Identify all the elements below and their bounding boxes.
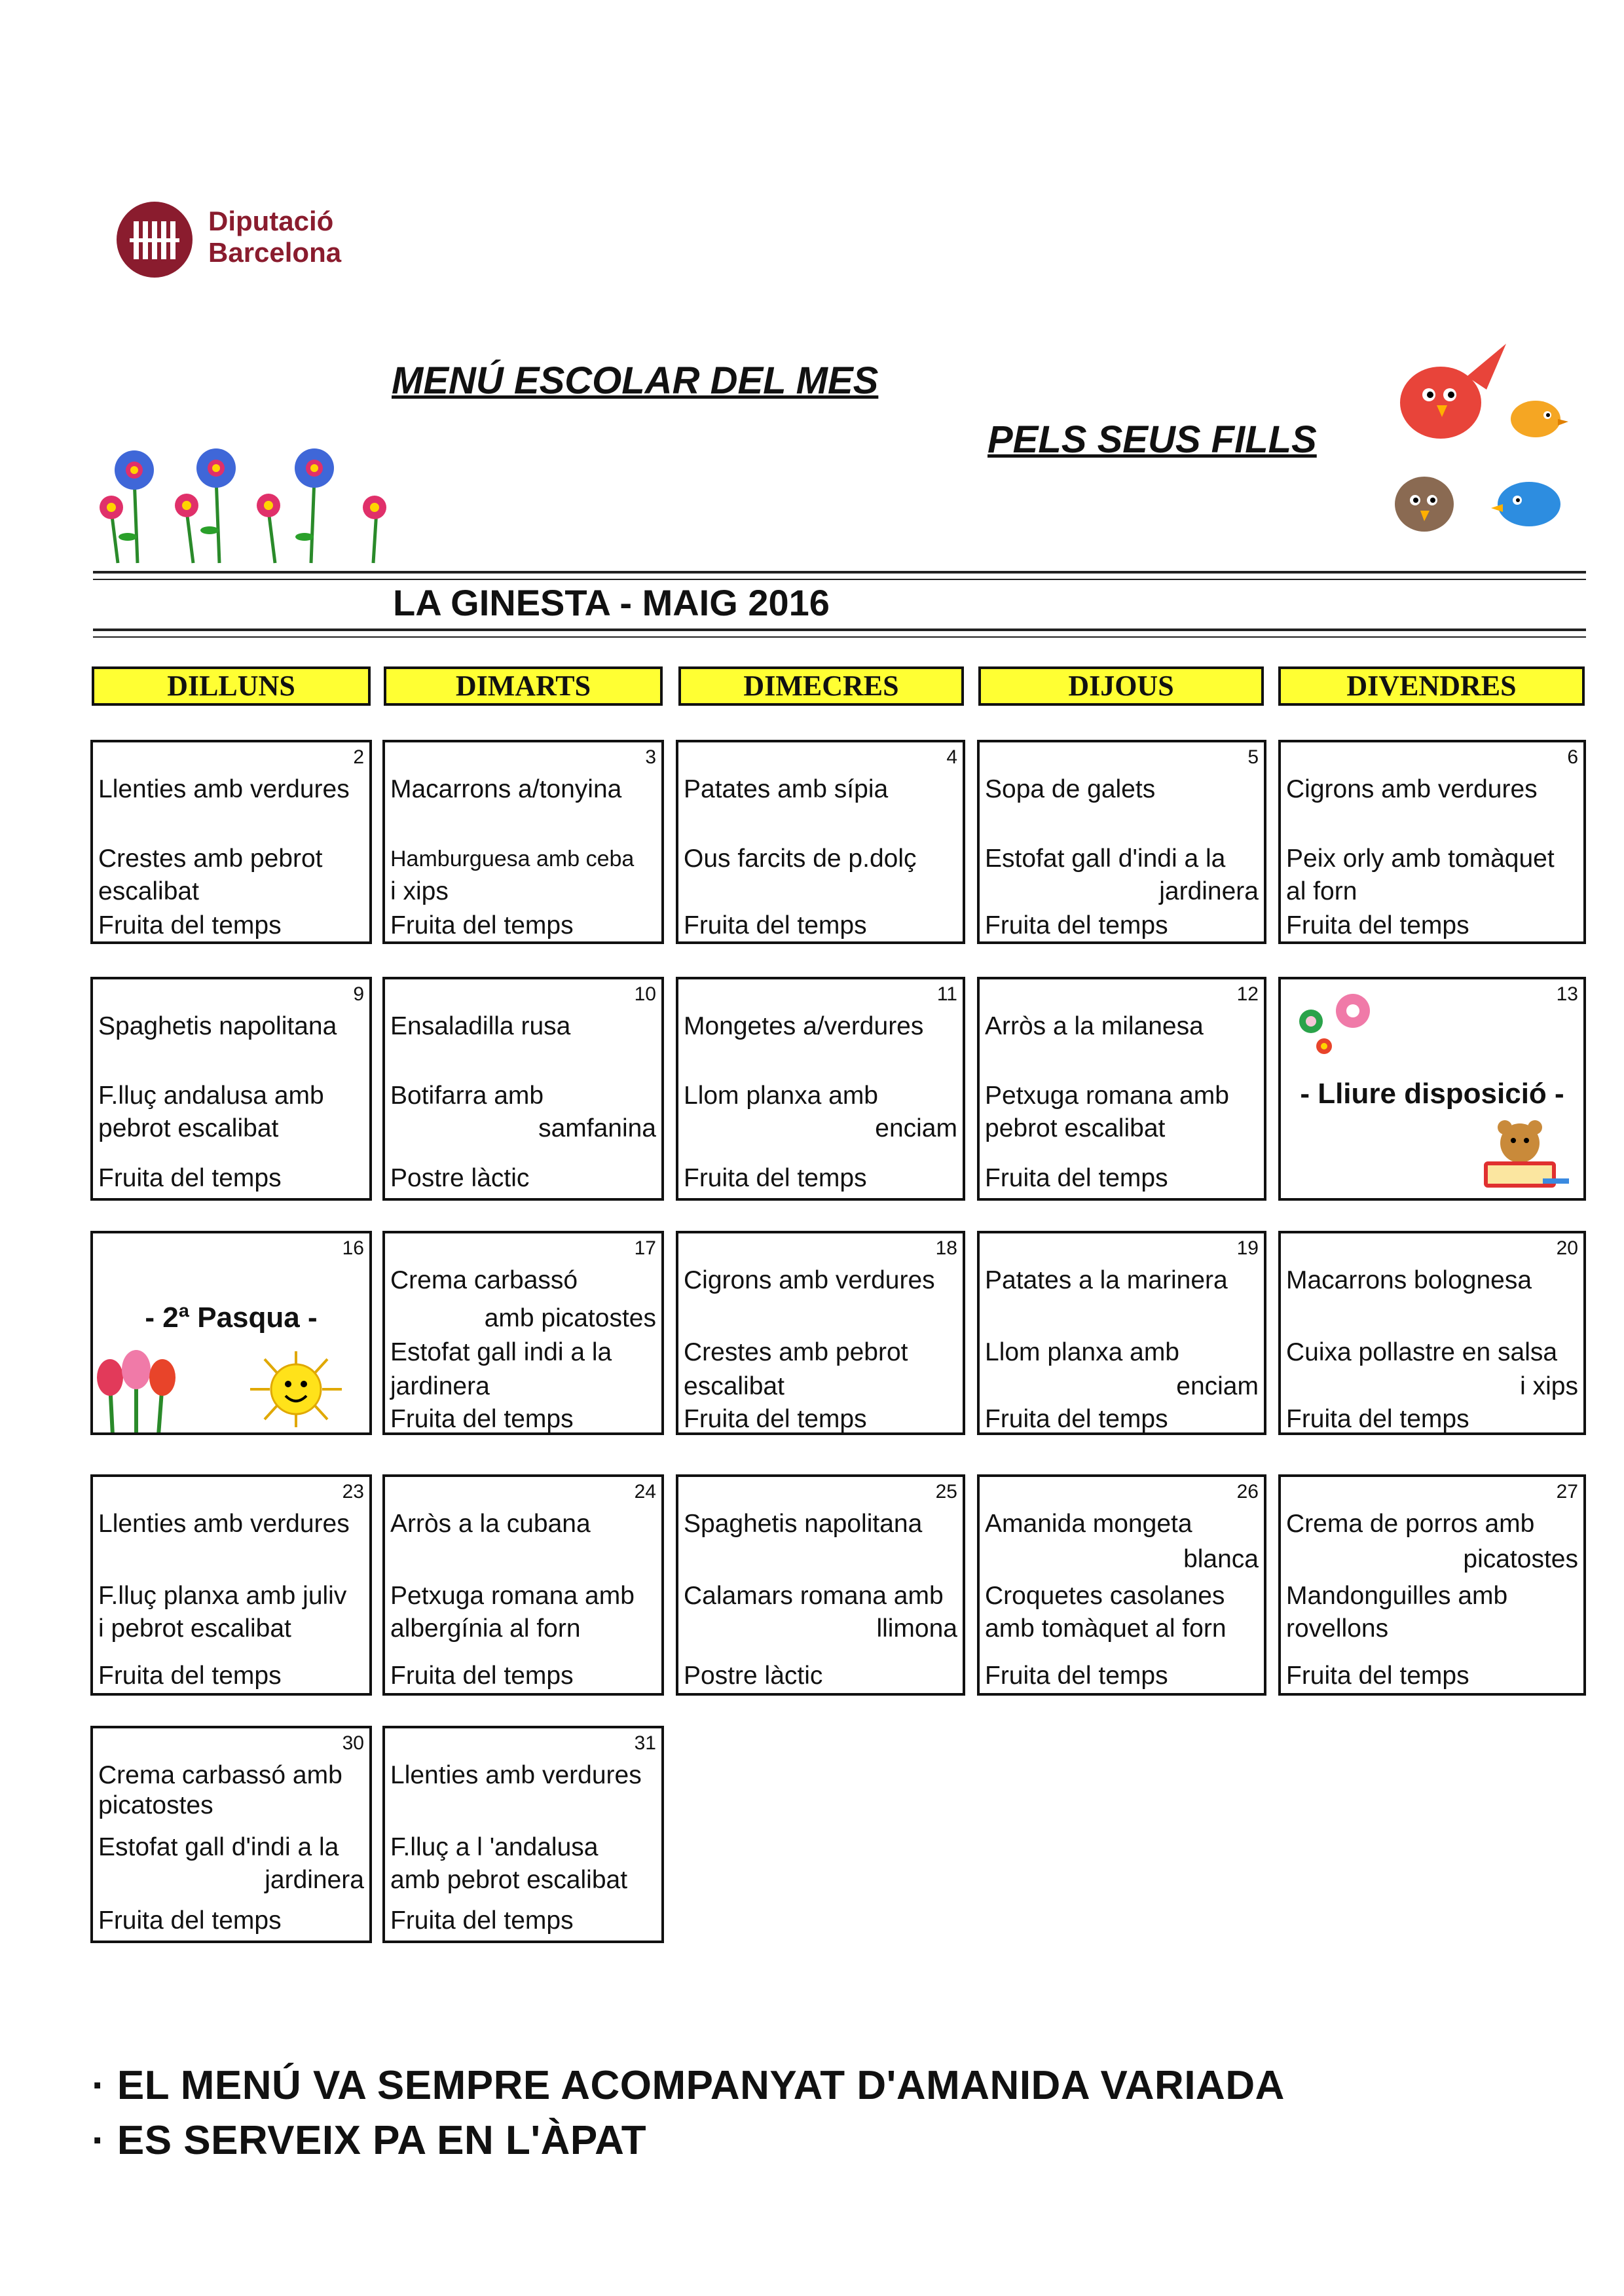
first-course: Cigrons amb verdures bbox=[684, 1266, 935, 1294]
day-number: 2 bbox=[353, 746, 364, 768]
day-number: 19 bbox=[1236, 1237, 1259, 1259]
dessert: Fruita del temps bbox=[684, 911, 867, 939]
first-course: Ensaladilla rusa bbox=[390, 1012, 571, 1040]
first-course-cont: blanca bbox=[1183, 1545, 1259, 1573]
second-course-cont: amb pebrot escalibat bbox=[390, 1866, 628, 1894]
day-header-dimarts: DIMARTS bbox=[384, 666, 663, 706]
menu-cell bbox=[382, 977, 664, 1201]
school-month-title: LA GINESTA - MAIG 2016 bbox=[393, 582, 830, 623]
dessert: Fruita del temps bbox=[390, 1662, 574, 1690]
second-course-cont: escalibat bbox=[98, 877, 199, 905]
day-number: 25 bbox=[935, 1481, 957, 1503]
second-course: F.lluç a l 'andalusa bbox=[390, 1833, 599, 1861]
first-course-cont: picatostes bbox=[1463, 1545, 1578, 1573]
dessert: Fruita del temps bbox=[684, 1405, 867, 1433]
day-number: 17 bbox=[634, 1237, 656, 1259]
first-course: Macarrons a/tonyina bbox=[390, 775, 622, 803]
second-course-cont: pebrot escalibat bbox=[985, 1114, 1166, 1142]
day-number: 20 bbox=[1556, 1237, 1578, 1259]
logo-line1: Diputació bbox=[208, 206, 334, 236]
second-course: Mandonguilles amb bbox=[1286, 1582, 1508, 1610]
menu-cell bbox=[90, 977, 372, 1201]
second-course-cont: jardinera bbox=[265, 1866, 364, 1894]
day-number: 13 bbox=[1556, 983, 1578, 1005]
dessert: Fruita del temps bbox=[1286, 911, 1469, 939]
menu-cell bbox=[1278, 1474, 1586, 1696]
first-course: Macarrons bolognesa bbox=[1286, 1266, 1532, 1294]
day-header-dimecres: DIMECRES bbox=[678, 666, 964, 706]
day-number: 9 bbox=[353, 983, 364, 1005]
menu-cell bbox=[676, 977, 965, 1201]
second-course-cont: albergínia al forn bbox=[390, 1614, 581, 1643]
menu-cell bbox=[676, 1474, 965, 1696]
first-course-cont: picatostes bbox=[98, 1791, 213, 1819]
dessert: Fruita del temps bbox=[1286, 1662, 1469, 1690]
tulips-icon bbox=[90, 1343, 189, 1435]
second-course-cont: al forn bbox=[1286, 877, 1357, 905]
first-course: Arròs a la cubana bbox=[390, 1510, 591, 1538]
diputacio-logo-icon bbox=[117, 202, 193, 278]
dessert: Postre làctic bbox=[390, 1164, 530, 1192]
bear-reading-icon bbox=[1464, 1117, 1576, 1195]
second-course: Croquetes casolanes bbox=[985, 1582, 1225, 1610]
second-course: Llom planxa amb bbox=[684, 1082, 878, 1110]
dessert: Fruita del temps bbox=[98, 1662, 282, 1690]
logo bbox=[117, 196, 365, 282]
menu-cell bbox=[382, 1474, 664, 1696]
dessert: Fruita del temps bbox=[985, 1662, 1168, 1690]
holiday-label: - 2ª Pasqua - bbox=[145, 1302, 318, 1334]
second-course-cont: amb tomàquet al forn bbox=[985, 1614, 1227, 1643]
second-course-cont: rovellons bbox=[1286, 1614, 1389, 1643]
menu-cell bbox=[382, 1726, 664, 1943]
dessert: Fruita del temps bbox=[985, 911, 1168, 939]
dessert: Fruita del temps bbox=[985, 1405, 1168, 1433]
footer-note-salad: · EL MENÚ VA SEMPRE ACOMPANYAT D'AMANIDA VARIADA bbox=[92, 2063, 1285, 2108]
first-course: Mongetes a/verdures bbox=[684, 1012, 924, 1040]
second-course: Estofat gall d'indi a la bbox=[985, 845, 1226, 873]
second-course: Hamburguesa amb ceba bbox=[390, 847, 635, 871]
holiday-label: - Lliure disposició - bbox=[1300, 1078, 1564, 1110]
second-course-cont: llimona bbox=[876, 1614, 957, 1643]
day-number: 18 bbox=[935, 1237, 957, 1259]
second-course: Petxuga romana amb bbox=[390, 1582, 635, 1610]
day-number: 23 bbox=[342, 1481, 364, 1503]
second-course: Calamars romana amb bbox=[684, 1582, 944, 1610]
day-header-divendres: DIVENDRES bbox=[1278, 666, 1585, 706]
day-header-dilluns: DILLUNS bbox=[92, 666, 371, 706]
second-course-cont: i xips bbox=[1520, 1372, 1578, 1400]
second-course: Crestes amb pebrot bbox=[684, 1338, 908, 1366]
second-course: Cuixa pollastre en salsa bbox=[1286, 1338, 1558, 1366]
second-course: Botifarra amb bbox=[390, 1082, 544, 1110]
second-course: Peix orly amb tomàquet bbox=[1286, 845, 1555, 873]
menu-cell bbox=[676, 1231, 965, 1435]
day-number: 4 bbox=[946, 746, 957, 768]
dessert: Postre làctic bbox=[684, 1662, 823, 1690]
dessert: Fruita del temps bbox=[985, 1164, 1168, 1192]
menu-cell-holiday bbox=[90, 1231, 372, 1435]
day-number: 11 bbox=[936, 983, 957, 1005]
menu-cell bbox=[90, 1726, 372, 1943]
menu-cell bbox=[977, 1474, 1266, 1696]
footer-note-bread: · ES SERVEIX PA EN L'ÀPAT bbox=[92, 2118, 647, 2163]
menu-cell bbox=[90, 740, 372, 944]
day-header-dijous: DIJOUS bbox=[978, 666, 1264, 706]
flowers-small-icon bbox=[1287, 987, 1386, 1059]
dessert: Fruita del temps bbox=[98, 1164, 282, 1192]
menu-cell-holiday bbox=[1278, 977, 1586, 1201]
menu-cell bbox=[90, 1474, 372, 1696]
day-number: 5 bbox=[1247, 746, 1259, 768]
second-course-cont: escalibat bbox=[684, 1372, 784, 1400]
second-course-cont: samfanina bbox=[538, 1114, 656, 1142]
dessert: Fruita del temps bbox=[684, 1164, 867, 1192]
first-course: Llenties amb verdures bbox=[98, 1510, 350, 1538]
first-course: Crema carbassó amb bbox=[98, 1761, 342, 1789]
day-number: 12 bbox=[1236, 983, 1259, 1005]
second-course-cont: jardinera bbox=[1159, 877, 1259, 905]
first-course: Sopa de galets bbox=[985, 775, 1156, 803]
second-course-cont: i pebrot escalibat bbox=[98, 1614, 291, 1643]
menu-cell bbox=[382, 1231, 664, 1435]
second-course: F.lluç andalusa amb bbox=[98, 1082, 324, 1110]
second-course-cont: i xips bbox=[390, 877, 449, 905]
logo-line2: Barcelona bbox=[208, 237, 342, 268]
birds-illustration bbox=[1362, 340, 1578, 556]
first-course: Cigrons amb verdures bbox=[1286, 775, 1538, 803]
second-course-cont: jardinera bbox=[390, 1372, 490, 1400]
dessert: Fruita del temps bbox=[390, 1405, 574, 1433]
first-course: Llenties amb verdures bbox=[390, 1761, 642, 1789]
dessert: Fruita del temps bbox=[98, 911, 282, 939]
menu-cell bbox=[977, 740, 1266, 944]
day-number: 26 bbox=[1236, 1481, 1259, 1503]
sun-icon bbox=[224, 1345, 368, 1434]
menu-cell bbox=[977, 977, 1266, 1201]
first-course: Patates a la marinera bbox=[985, 1266, 1228, 1294]
second-course-cont: enciam bbox=[1176, 1372, 1259, 1400]
dessert: Fruita del temps bbox=[390, 1906, 574, 1935]
first-course: Arròs a la milanesa bbox=[985, 1012, 1204, 1040]
day-number: 3 bbox=[645, 746, 656, 768]
flowers-illustration bbox=[92, 432, 393, 576]
menu-cell bbox=[1278, 1231, 1586, 1435]
second-course: Estofat gall d'indi a la bbox=[98, 1833, 339, 1861]
day-number: 31 bbox=[634, 1732, 656, 1754]
dessert: Fruita del temps bbox=[390, 911, 574, 939]
first-course: Crema de porros amb bbox=[1286, 1510, 1535, 1538]
menu-cell bbox=[1278, 740, 1586, 944]
second-course: Estofat gall indi a la bbox=[390, 1338, 612, 1366]
menu-title: MENÚ ESCOLAR DEL MES bbox=[392, 359, 879, 402]
second-course-cont: enciam bbox=[875, 1114, 957, 1142]
dessert: Fruita del temps bbox=[98, 1906, 282, 1935]
first-course: Spaghetis napolitana bbox=[684, 1510, 923, 1538]
dessert: Fruita del temps bbox=[1286, 1405, 1469, 1433]
second-course: F.lluç planxa amb juliv bbox=[98, 1582, 347, 1610]
first-course: Patates amb sípia bbox=[684, 775, 889, 803]
first-course: Spaghetis napolitana bbox=[98, 1012, 337, 1040]
second-course: Llom planxa amb bbox=[985, 1338, 1179, 1366]
first-course: Llenties amb verdures bbox=[98, 775, 350, 803]
second-course-cont: pebrot escalibat bbox=[98, 1114, 279, 1142]
first-course: Crema carbassó bbox=[390, 1266, 578, 1294]
menu-subtitle: PELS SEUS FILLS bbox=[987, 418, 1317, 461]
first-course-cont: amb picatostes bbox=[484, 1304, 656, 1332]
day-number: 30 bbox=[342, 1732, 364, 1754]
second-course: Petxuga romana amb bbox=[985, 1082, 1229, 1110]
day-number: 10 bbox=[634, 983, 656, 1005]
second-course: Crestes amb pebrot bbox=[98, 845, 323, 873]
day-number: 24 bbox=[634, 1481, 656, 1503]
day-number: 27 bbox=[1556, 1481, 1578, 1503]
menu-cell bbox=[977, 1231, 1266, 1435]
menu-cell bbox=[676, 740, 965, 944]
first-course: Amanida mongeta bbox=[985, 1510, 1192, 1538]
menu-cell bbox=[382, 740, 664, 944]
day-number: 16 bbox=[342, 1237, 364, 1259]
second-course: Ous farcits de p.dolç bbox=[684, 845, 917, 873]
day-number: 6 bbox=[1567, 746, 1578, 768]
